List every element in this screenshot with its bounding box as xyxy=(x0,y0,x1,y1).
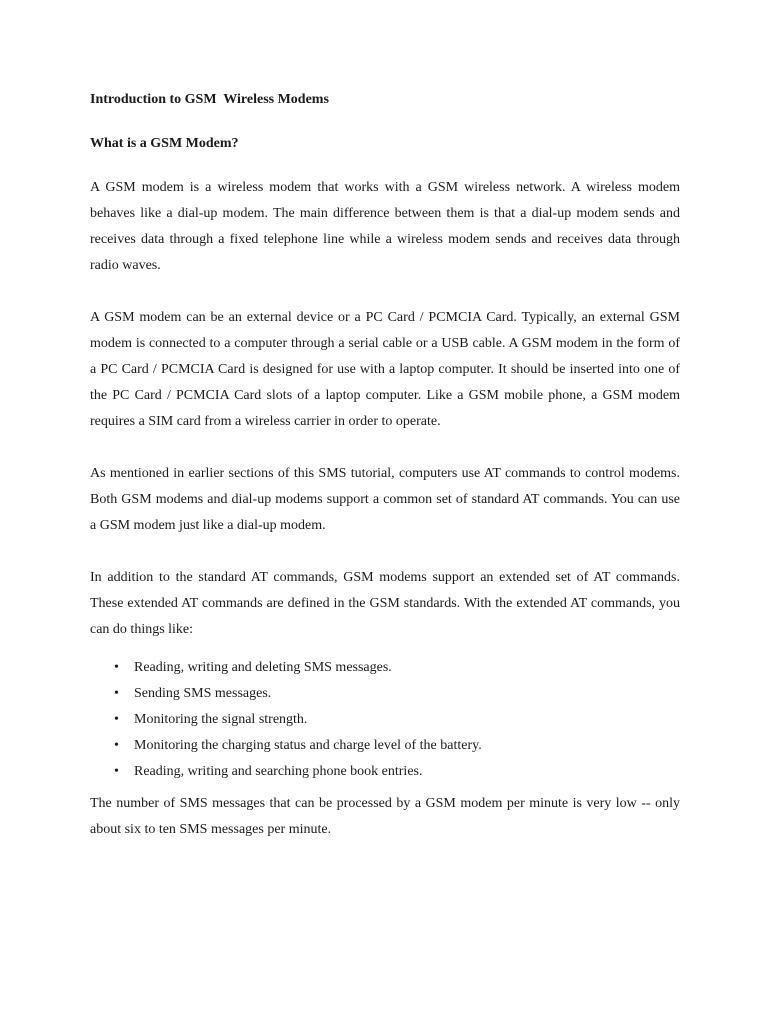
list-item-text: Reading, writing and searching phone book entries. xyxy=(134,764,423,779)
list-item xyxy=(90,707,680,733)
document-page xyxy=(90,87,680,843)
paragraph-closing: The number of SMS messages that can be processed by a GSM modem per minute is very low -- only about six to ten SMS messages per minute. xyxy=(90,796,680,837)
list-item-text: Reading, writing and deleting SMS messages. xyxy=(134,660,392,675)
paragraph-at-commands: As mentioned in earlier sections of this SMS tutorial, computers use AT commands to control modems. Both GSM modems and dial-up modems support a common set of standard AT commands. You can use a GSM modem just like a dial-up modem. xyxy=(90,466,680,533)
list-item xyxy=(90,655,680,681)
list-item-text: Monitoring the signal strength. xyxy=(134,712,308,727)
list-item xyxy=(90,681,680,707)
paragraph-extended-commands: In addition to the standard AT commands, GSM modems support an extended set of AT commands. These extended AT commands are defined in the GSM standards. With the extended AT commands, you can do things like: xyxy=(90,570,680,637)
bullet-icon: • xyxy=(114,660,119,675)
bullet-icon: • xyxy=(114,738,119,753)
feature-list xyxy=(90,655,680,785)
list-item xyxy=(90,733,680,759)
list-item-text: Monitoring the charging status and charge level of the battery. xyxy=(134,738,482,753)
document-title: Introduction to GSM Wireless Modems xyxy=(90,92,329,107)
paragraph-definition: A GSM modem is a wireless modem that works with a GSM wireless network. A wireless modem behaves like a dial-up modem. The main difference between them is that a dial-up modem sends and receives data through a fixed telephone line while a wireless modem sends and receives data through radio waves. xyxy=(90,180,680,273)
bullet-icon: • xyxy=(114,686,119,701)
list-item xyxy=(90,759,680,785)
section-heading: What is a GSM Modem? xyxy=(90,136,239,151)
paragraph-form-factors: A GSM modem can be an external device or a PC Card / PCMCIA Card. Typically, an external GSM modem is connected to a computer through a serial cable or a USB cable. A GSM modem in the form of a PC Card / PCMCIA Card is designed for use with a laptop computer. It should be inserted into one of the PC Card / PCMCIA Card slots of a laptop computer. Like a GSM mobile phone, a GSM modem requires a SIM card from a wireless carrier in order to operate. xyxy=(90,310,680,429)
bullet-icon: • xyxy=(114,712,119,727)
bullet-icon: • xyxy=(114,764,119,779)
list-item-text: Sending SMS messages. xyxy=(134,686,272,701)
